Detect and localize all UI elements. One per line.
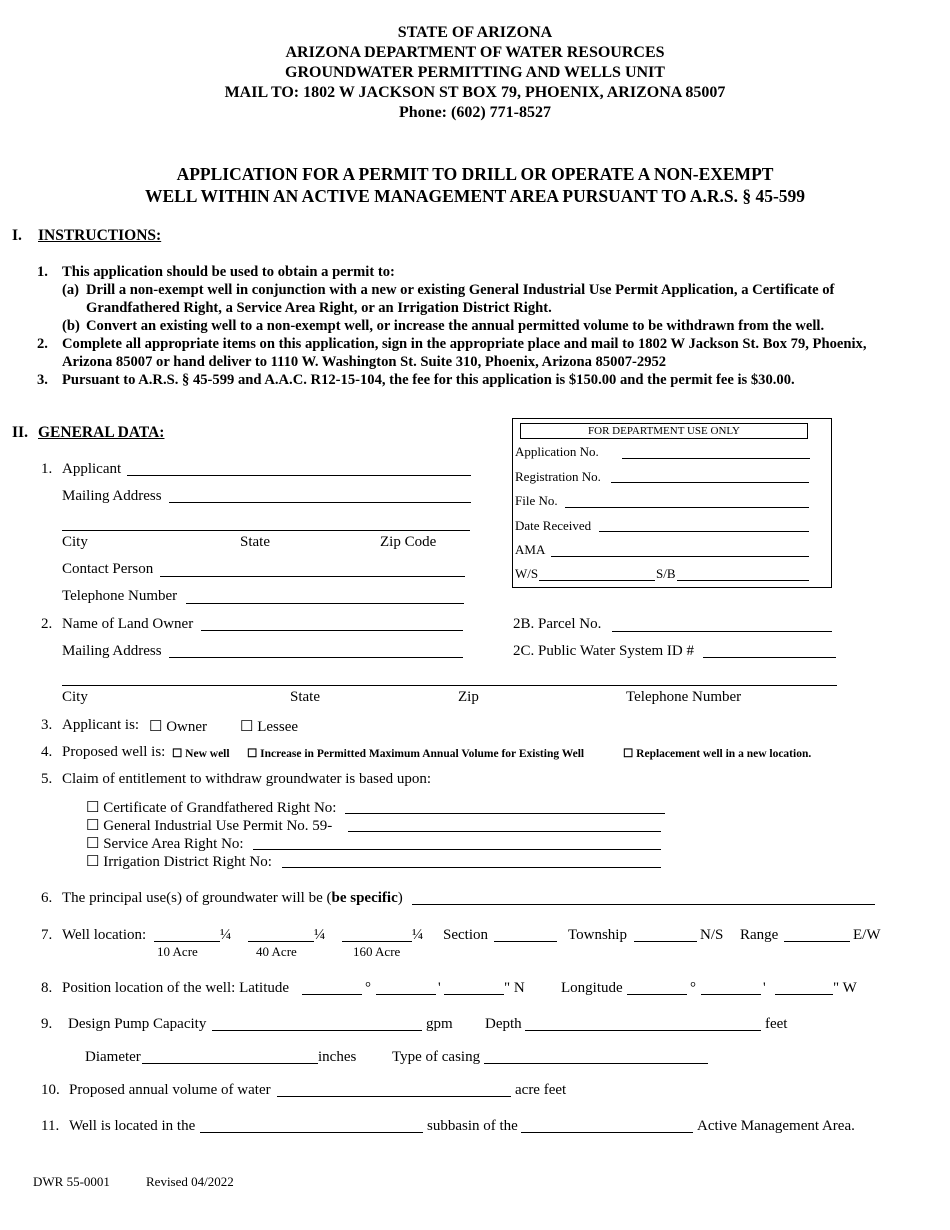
land-owner-mailing-label: Mailing Address: [62, 643, 162, 659]
dept-registration-no-label: Registration No.: [515, 469, 601, 484]
diameter-field[interactable]: [142, 1063, 318, 1064]
quarter-symbol-2: ¼: [314, 927, 326, 943]
instr-b-label: (b): [62, 318, 80, 334]
acre-40-caption: 40 Acre: [256, 944, 297, 959]
telephone-field[interactable]: [186, 603, 464, 604]
item-num-2: 2.: [41, 616, 53, 632]
depth-label: Depth: [485, 1016, 522, 1032]
quarter-symbol-3: ¼: [412, 927, 424, 943]
public-water-system-label: 2C. Public Water System ID #: [513, 643, 695, 659]
lessee-checkbox[interactable]: ☐ Lessee: [240, 719, 299, 735]
depth-field[interactable]: [525, 1030, 761, 1031]
item-num-4: 4.: [41, 744, 53, 760]
applicant-field[interactable]: [127, 475, 471, 476]
parcel-no-label: 2B. Parcel No.: [513, 616, 602, 632]
acre-160-caption: 160 Acre: [353, 944, 401, 959]
quarter-40-acre-field[interactable]: [248, 941, 314, 942]
telephone2-label: Telephone Number: [626, 689, 742, 705]
longitude-label: Longitude: [561, 980, 623, 996]
city2-label: City: [62, 689, 88, 705]
instr-num-1: 1.: [37, 264, 48, 280]
new-well-checkbox[interactable]: ☐ New well: [172, 748, 230, 760]
longitude-degree-symbol: °: [690, 980, 696, 996]
land-owner-address-line2-field[interactable]: [62, 685, 837, 686]
form-number: DWR 55-0001: [33, 1174, 110, 1189]
replacement-well-checkbox[interactable]: ☐ Replacement well in a new location.: [623, 748, 812, 760]
item-num-3: 3.: [41, 717, 53, 733]
principal-use-field[interactable]: [412, 904, 875, 905]
quarter-symbol-1: ¼: [220, 927, 232, 943]
section-field[interactable]: [494, 941, 557, 942]
form-title-line2: WELL WITHIN AN ACTIVE MANAGEMENT AREA PURSUANT TO A.R.S. § 45-599: [144, 186, 806, 206]
inches-label: inches: [318, 1049, 357, 1065]
instr-a-label: (a): [62, 282, 80, 298]
annual-volume-label: Proposed annual volume of water: [69, 1082, 271, 1098]
revision-date: Revised 04/2022: [146, 1174, 234, 1189]
position-latitude-label: Position location of the well: Latitude: [62, 980, 290, 996]
agency-department: ARIZONA DEPARTMENT OF WATER RESOURCES: [285, 44, 665, 61]
item-num-6: 6.: [41, 890, 53, 906]
zip-code-label: Zip Code: [380, 534, 437, 550]
telephone-label: Telephone Number: [62, 588, 178, 604]
latitude-degrees-field[interactable]: [302, 994, 362, 995]
claim-label: Claim of entitlement to withdraw groundwater is based upon:: [62, 771, 432, 787]
dept-registration-no-field[interactable]: [611, 482, 809, 483]
quarter-160-acre-field[interactable]: [342, 941, 412, 942]
department-use-heading: FOR DEPARTMENT USE ONLY: [520, 423, 808, 439]
item-num-1: 1.: [41, 461, 53, 477]
section-number-2: II.: [12, 424, 28, 441]
dept-application-no-label: Application No.: [515, 444, 599, 459]
item-num-7: 7.: [41, 927, 53, 943]
applicant-is-label: Applicant is:: [62, 717, 140, 733]
longitude-degrees-field[interactable]: [627, 994, 687, 995]
agency-state: STATE OF ARIZONA: [397, 24, 553, 41]
item-num-11: 11.: [41, 1118, 60, 1134]
applicant-label: Applicant: [62, 461, 122, 477]
acre-feet-label: acre feet: [515, 1082, 567, 1098]
ama-field[interactable]: [521, 1132, 693, 1133]
casing-type-field[interactable]: [484, 1063, 708, 1064]
mailing-address-label: Mailing Address: [62, 488, 162, 504]
land-owner-label: Name of Land Owner: [62, 616, 194, 632]
acre-10-caption: 10 Acre: [157, 944, 198, 959]
section-label: Section: [443, 927, 488, 943]
dept-date-received-label: Date Received: [515, 518, 592, 533]
land-owner-field[interactable]: [201, 630, 463, 631]
industrial-use-checkbox[interactable]: ☐ General Industrial Use Permit No. 59-: [86, 818, 333, 834]
dept-file-no-label: File No.: [515, 493, 558, 508]
dept-date-received-field[interactable]: [599, 531, 809, 532]
dept-application-no-field[interactable]: [622, 458, 810, 459]
general-data-heading: GENERAL DATA:: [38, 424, 165, 441]
subbasin-field[interactable]: [200, 1132, 423, 1133]
mailing-address-line2-field[interactable]: [62, 530, 470, 531]
latitude-minute-symbol: ': [438, 980, 441, 996]
zip2-label: Zip: [458, 689, 479, 705]
grandfathered-right-checkbox[interactable]: ☐ Certificate of Grandfathered Right No:: [86, 800, 337, 816]
instructions-heading: INSTRUCTIONS:: [38, 227, 162, 244]
public-water-system-field[interactable]: [703, 657, 836, 658]
dept-ama-label: AMA: [515, 542, 546, 557]
item-num-8: 8.: [41, 980, 53, 996]
dept-ama-field[interactable]: [551, 556, 809, 557]
instr-num-3: 3.: [37, 372, 48, 388]
service-area-checkbox[interactable]: ☐ Service Area Right No:: [86, 836, 244, 852]
agency-phone: Phone: (602) 771-8527: [399, 104, 551, 121]
mailing-address-field[interactable]: [169, 502, 471, 503]
dept-ws-field[interactable]: [539, 580, 655, 581]
active-management-area-label: Active Management Area.: [697, 1118, 855, 1134]
pump-capacity-field[interactable]: [212, 1030, 422, 1031]
owner-checkbox[interactable]: ☐ Owner: [149, 719, 208, 735]
instr-b-line1: Convert an existing well to a non-exempt well, or increase the annual permitted volume to be withdrawn from the well.: [86, 318, 825, 334]
longitude-west-label: " W: [833, 980, 857, 996]
item-num-9: 9.: [41, 1016, 53, 1032]
casing-type-label: Type of casing: [392, 1049, 481, 1065]
city-label: City: [62, 534, 88, 550]
instr-a-line2: Grandfathered Right, a Service Area Right, or an Irrigation District Right.: [86, 300, 552, 316]
township-field[interactable]: [634, 941, 697, 942]
township-label: Township: [568, 927, 627, 943]
proposed-well-label: Proposed well is:: [62, 744, 166, 760]
range-field[interactable]: [784, 941, 850, 942]
principal-use-label: The principal use(s) of groundwater will be (be specific): [62, 890, 403, 906]
irrigation-district-checkbox[interactable]: ☐ Irrigation District Right No:: [86, 854, 272, 870]
dept-sb-field[interactable]: [677, 580, 809, 581]
instr-a-line1: Drill a non-exempt well in conjunction with a new or existing General Industrial Use Permit Application, a Certificate of: [86, 282, 835, 298]
instr-2-line2: Arizona 85007 or hand deliver to 1110 W. Washington St. Suite 310, Phoenix, Arizona 85007-2952: [62, 354, 667, 370]
longitude-minutes-field[interactable]: [701, 994, 761, 995]
agency-mail-address: MAIL TO: 1802 W JACKSON ST BOX 79, PHOENIX, ARIZONA 85007: [224, 84, 726, 101]
feet-label: feet: [765, 1016, 788, 1032]
range-label: Range: [740, 927, 779, 943]
quarter-10-acre-field[interactable]: [154, 941, 220, 942]
service-area-field[interactable]: [253, 849, 661, 850]
latitude-minutes-field[interactable]: [376, 994, 436, 995]
dept-sb-label: S/B: [656, 566, 676, 581]
longitude-seconds-field[interactable]: [775, 994, 833, 995]
grandfathered-right-field[interactable]: [345, 813, 665, 814]
state2-label: State: [290, 689, 320, 705]
instr-3: Pursuant to A.R.S. § 45-599 and A.A.C. R12-15-104, the fee for this application is $150.00 and the permit fee is $30.00.: [62, 372, 795, 388]
dept-ws-label: W/S: [515, 566, 539, 581]
latitude-degree-symbol: °: [365, 980, 371, 996]
well-location-label: Well location:: [62, 927, 147, 943]
instr-num-2: 2.: [37, 336, 48, 352]
pump-capacity-label: Design Pump Capacity: [68, 1016, 207, 1032]
state-label: State: [240, 534, 270, 550]
instr-2-line1: Complete all appropriate items on this application, sign in the appropriate place and mail to 1802 W Jackson St. Box 79, Phoenix,: [62, 336, 867, 352]
latitude-seconds-field[interactable]: [444, 994, 504, 995]
item-num-5: 5.: [41, 771, 53, 787]
parcel-no-field[interactable]: [612, 631, 832, 632]
located-in-label: Well is located in the: [69, 1118, 196, 1134]
ew-label: E/W: [853, 927, 881, 943]
diameter-label: Diameter: [85, 1049, 141, 1065]
agency-unit: GROUNDWATER PERMITTING AND WELLS UNIT: [285, 64, 665, 81]
instr-1: This application should be used to obtain a permit to:: [62, 264, 395, 280]
section-number-1: I.: [12, 227, 22, 244]
annual-volume-field[interactable]: [277, 1096, 511, 1097]
ns-label: N/S: [700, 927, 724, 943]
gpm-label: gpm: [426, 1016, 453, 1032]
contact-person-label: Contact Person: [62, 561, 154, 577]
irrigation-district-field[interactable]: [282, 867, 661, 868]
dept-file-no-field[interactable]: [565, 507, 809, 508]
contact-person-field[interactable]: [160, 576, 465, 577]
longitude-minute-symbol: ': [763, 980, 766, 996]
increase-volume-checkbox[interactable]: ☐ Increase in Permitted Maximum Annual Volume for Existing Well: [247, 748, 585, 760]
land-owner-mailing-field[interactable]: [169, 657, 463, 658]
subbasin-label: subbasin of the: [427, 1118, 518, 1134]
form-title-line1: APPLICATION FOR A PERMIT TO DRILL OR OPERATE A NON-EXEMPT: [176, 164, 774, 184]
latitude-north-label: " N: [504, 980, 525, 996]
industrial-use-field[interactable]: [348, 831, 661, 832]
item-num-10: 10.: [41, 1082, 60, 1098]
